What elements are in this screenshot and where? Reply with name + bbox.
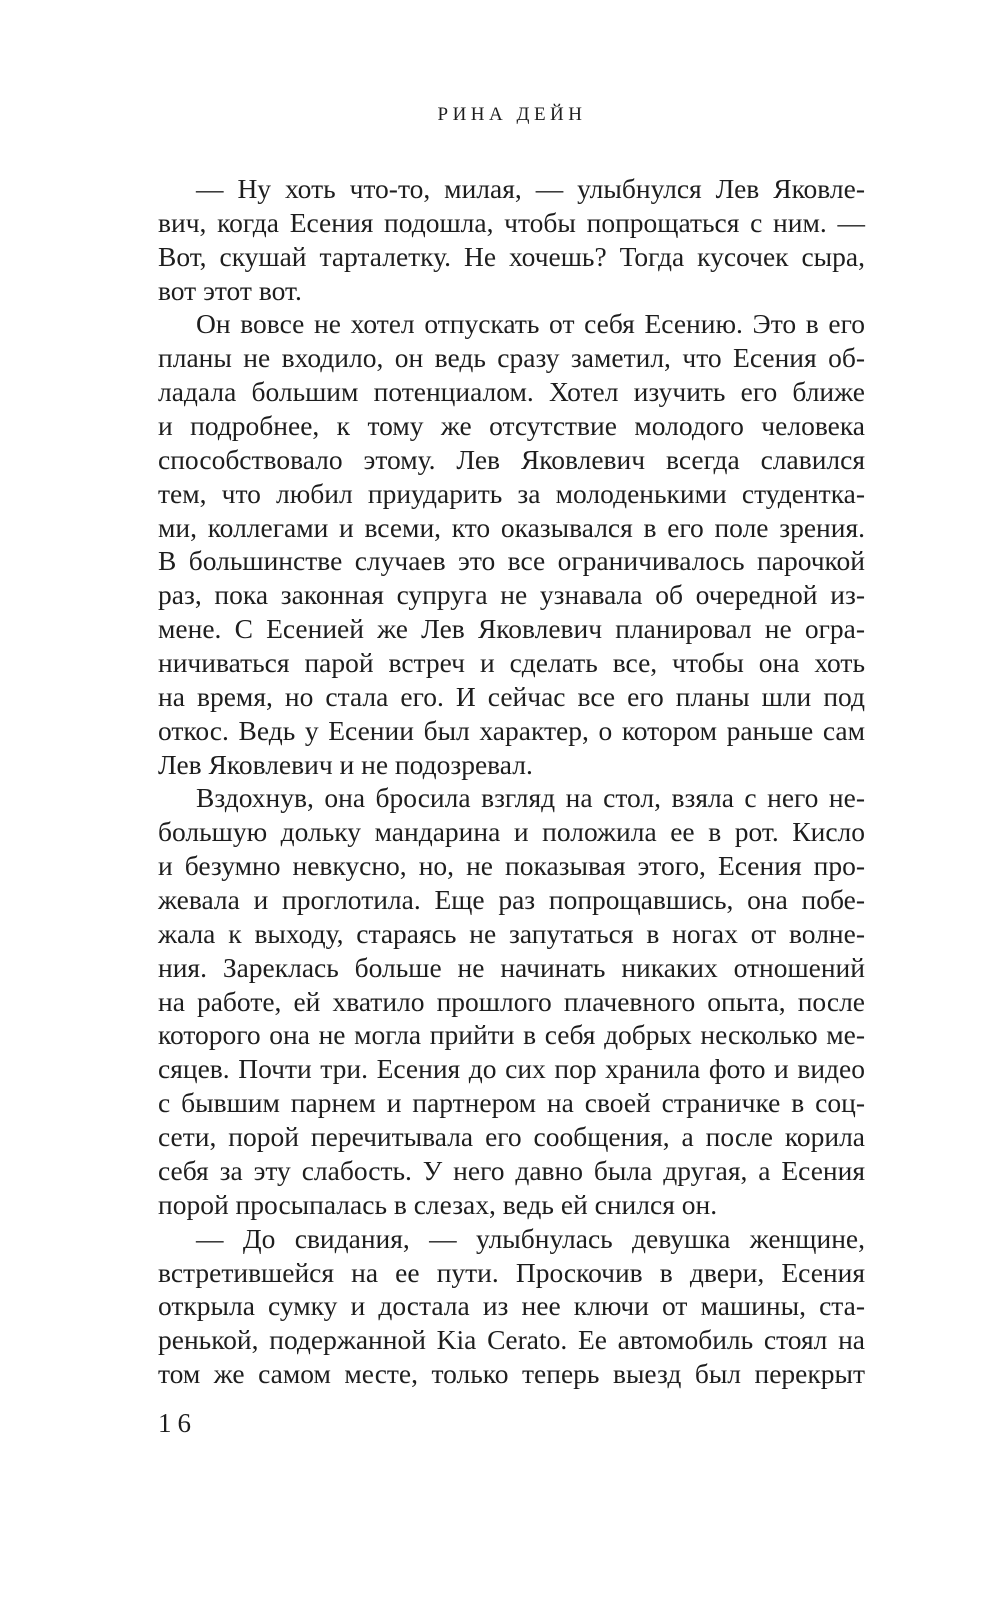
running-header-author: РИНА ДЕЙН (437, 104, 587, 125)
text-line: Лев Яковлевич и не подозревал. (158, 748, 533, 780)
text-line: себя за эту слабость. У него давно была другая, а Есения (158, 1154, 865, 1186)
text-line: большую дольку мандарина и положила ее в рот. Кисло (158, 816, 865, 848)
text-line: способствовало этому. Лев Яковлевич всегда славился (158, 443, 865, 475)
text-line: и безумно невкусно, но, не показывая этого, Есения про- (158, 850, 865, 882)
text-line: Он вовсе не хотел отпускать от себя Есению. Это в его (196, 308, 865, 340)
text-line: тем, что любил приударить за молоденькими студентка- (158, 477, 865, 509)
text-line: порой просыпалась в слезах, ведь ей снился он. (158, 1188, 718, 1220)
text-line: вич, когда Есения подошла, чтобы попрощаться с ним. — (158, 206, 865, 238)
text-line: вот этот вот. (158, 274, 302, 306)
text-line: ладала большим потенциалом. Хотел изучить его ближе (158, 376, 865, 408)
text-line: раз, пока законная супруга не узнавала об очередной из- (158, 579, 865, 611)
text-line: ничиваться парой встреч и сделать все, чтобы она хоть (158, 647, 865, 679)
body-text (158, 172, 865, 1391)
text-line: Вздохнув, она бросила взгляд на стол, взяла с него не- (196, 782, 865, 814)
text-line: ми, коллегами и всеми, кто оказывался в его поле зрения. (158, 511, 865, 543)
text-line: встретившейся на ее пути. Проскочив в двери, Есения (158, 1256, 865, 1288)
text-line: ния. Зареклась больше не начинать никаких отношений (158, 951, 865, 983)
text-line: — Ну хоть что-то, милая, — улыбнулся Лев Яковле- (196, 173, 865, 204)
text-line: с бывшим парнем и партнером на своей страничке в соц- (158, 1087, 865, 1119)
text-line: — До свидания, — улыбнулась девушка женщине, (196, 1222, 865, 1254)
text-line: жала к выходу, стараясь не запутаться в ногах от волне- (158, 917, 865, 949)
text-line: В большинстве случаев это все ограничивалось парочкой (158, 545, 865, 577)
text-line: мене. С Есенией же Лев Яковлевич планировал не огра- (158, 613, 865, 645)
text-line: Вот, скушай тарталетку. Не хочешь? Тогда кусочек сыра, (158, 240, 865, 272)
text-line: и подробнее, к тому же отсутствие молодого человека (158, 410, 865, 442)
text-line: сети, порой перечитывала его сообщения, а после корила (158, 1121, 865, 1153)
page-number: 16 (158, 1408, 197, 1438)
text-line: планы не входило, он ведь сразу заметил, что Есения об- (158, 342, 865, 374)
text-line: на работе, ей хватило прошлого плачевного опыта, после (158, 985, 865, 1017)
text-line: том же самом месте, только теперь выезд был перекрыт (158, 1358, 865, 1390)
text-line: открыла сумку и достала из нее ключи от машины, ста- (158, 1290, 865, 1322)
text-line: откос. Ведь у Есении был характер, о котором раньше сам (158, 714, 865, 746)
text-line: которого она не могла прийти в себя добрых несколько ме- (158, 1019, 865, 1051)
text-line: сяцев. Почти три. Есения до сих пор хранила фото и видео (158, 1053, 865, 1085)
text-line: ренькой, подержанной Kia Cerato. Ее автомобиль стоял на (158, 1324, 865, 1356)
text-line: на время, но стала его. И сейчас все его планы шли под (158, 680, 865, 712)
text-line: жевала и проглотила. Еще раз попрощавшись, она побе- (158, 884, 865, 916)
